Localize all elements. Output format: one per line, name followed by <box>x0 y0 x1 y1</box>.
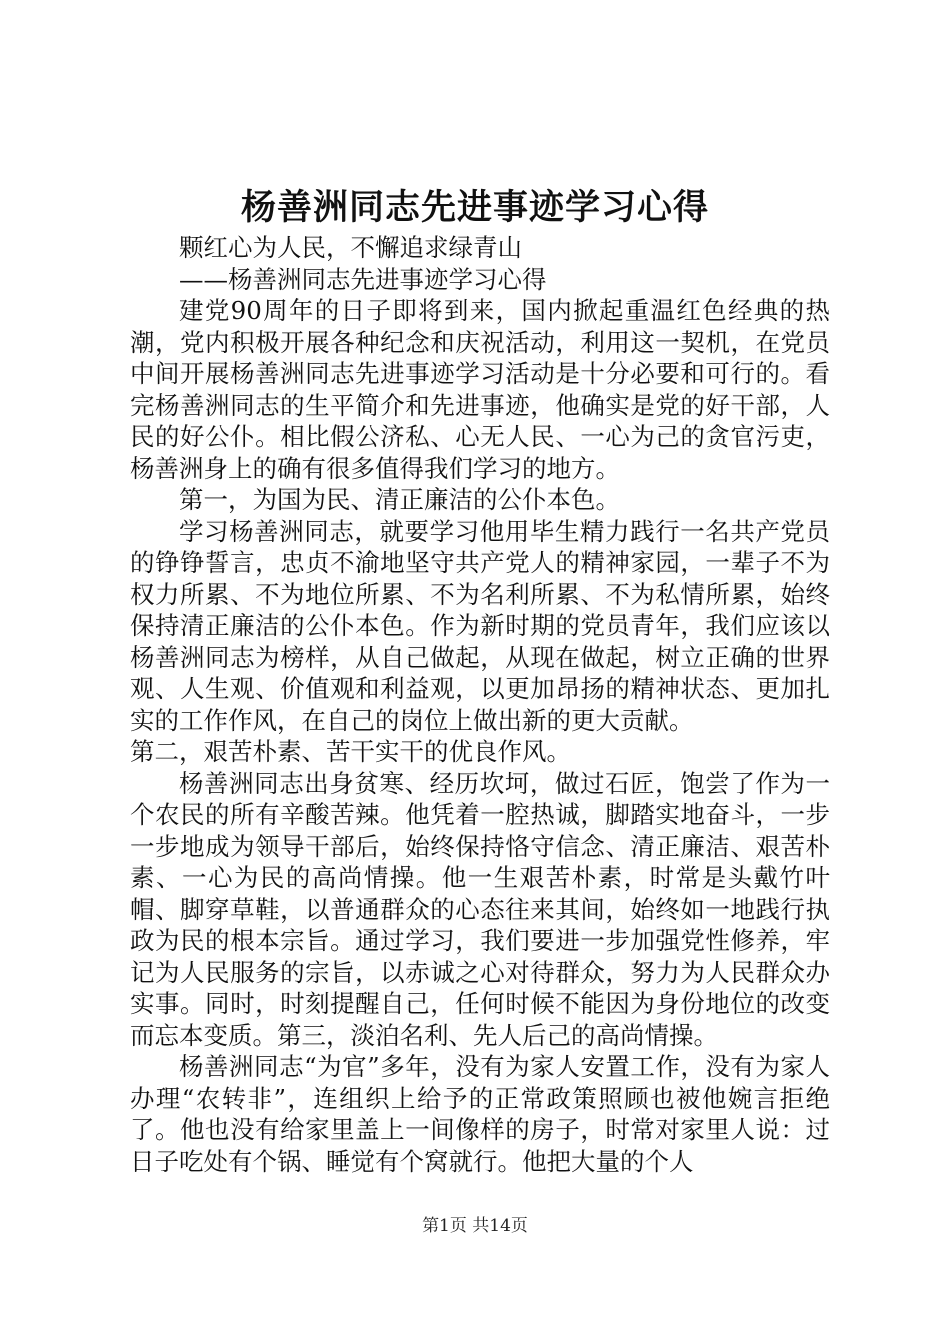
page-number: 第1页 共14页 <box>422 1216 528 1236</box>
section-heading-second: 第二，艰苦朴素、苦干实干的优良作风。 <box>130 737 571 766</box>
subtitle-byline: ——杨善洲同志先进事迹学习心得 <box>179 264 547 294</box>
subtitle-line: 颗红心为人民，不懈追求绿青山 <box>179 233 522 262</box>
paragraph-second: 杨善洲同志出身贫寒、经历坎坷，做过石匠，饱尝了作为一个农民的所有辛酸苦辣。他凭着一腔热诚，脚踏实地奋斗，一步一步地成为领导干部后，始终保持恪守信念、清正廉洁、艰苦朴素、一心为民的高尚情操。他一生艰苦朴素，时常是头戴竹叶帽、脚穿草鞋，以普通群众的心态往来其间，始终如一地践行执政为民的根本宗旨。通过学习，我们要进一步加强党性修养，牢记为人民服务的宗旨，以赤诚之心对待群众，努力为人民群众办实事。同时，时刻提醒自己，任何时候不能因为身份地位的改变而忘本变质。第三，淡泊名利、先人后己的高尚情操。 <box>130 768 830 1050</box>
paragraph-third: 杨善洲同志“为官”多年，没有为家人安置工作，没有为家人办理“农转非”，连组织上给予的正常政策照顾也被他婉言拒绝了。他也没有给家里盖上一间像样的房子，时常对家里人说：过日子吃处有个锅、睡觉有个窝就行。他把大量的个人 <box>130 1052 830 1176</box>
document-body <box>130 232 830 1177</box>
paragraph-first: 学习杨善洲同志，就要学习他用毕生精力践行一名共产党员的铮铮誓言，忠贞不渝地坚守共产党人的精神家园，一辈子不为权力所累、不为地位所累、不为名利所累、不为私情所累，始终保持清正廉洁的公仆本色。作为新时期的党员青年，我们应该以杨善洲同志为榜样，从自己做起，从现在做起，树立正确的世界观、人生观、价值观和利益观，以更加昂扬的精神状态、更加扎实的工作作风，在自己的岗位上做出新的更大贡献。 <box>130 516 830 735</box>
document-title: 杨善洲同志先进事迹学习心得 <box>240 187 709 228</box>
section-heading-first: 第一，为国为民、清正廉洁的公仆本色。 <box>179 485 620 514</box>
paragraph-intro: 建党90周年的日子即将到来，国内掀起重温红色经典的热潮，党内积极开展各种纪念和庆祝活动，利用这一契机，在党员中间开展杨善洲同志先进事迹学习活动是十分必要和可行的。看完杨善洲同志的生平简介和先进事迹，他确实是党的好干部，人民的好公仆。相比假公济私、心无人民、一心为己的贪官污吏，杨善洲身上的确有很多值得我们学习的地方。 <box>130 296 830 483</box>
